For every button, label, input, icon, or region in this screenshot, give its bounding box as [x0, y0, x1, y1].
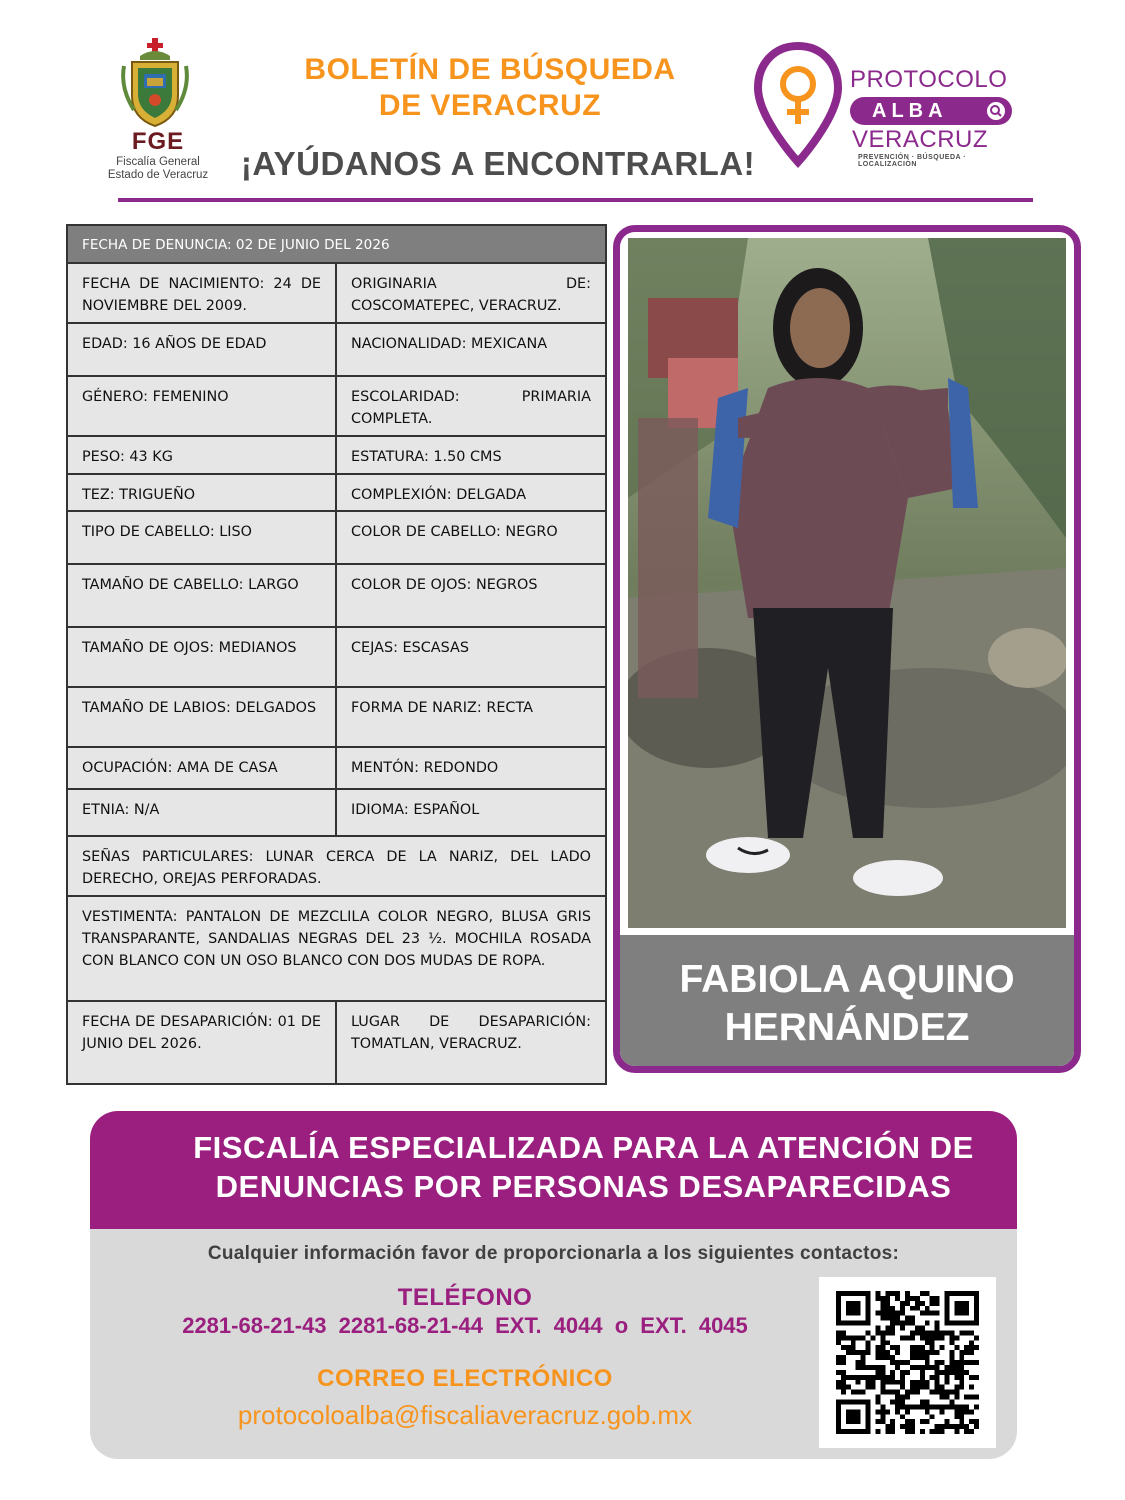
- nationality: NACIONALIDAD: MEXICANA: [336, 323, 606, 376]
- table-row: [67, 789, 606, 836]
- coat-of-arms-icon: [120, 38, 190, 128]
- bulletin-title: [240, 52, 740, 124]
- alba-pill: [850, 97, 1012, 125]
- build: COMPLEXIÓN: DELGADA: [336, 474, 606, 511]
- distinguishing-marks: SEÑAS PARTICULARES: LUNAR CERCA DE LA NARIZ, DEL LADO DERECHO, OREJAS PERFORADAS.: [67, 836, 606, 896]
- height: ESTATURA: 1.50 CMS: [336, 436, 606, 474]
- table-row: [67, 263, 606, 323]
- table-row: [67, 836, 606, 896]
- disappearance-date: FECHA DE DESAPARICIÓN: 01 DE JUNIO DEL 2026.: [67, 1001, 336, 1084]
- missing-person-info-table: [66, 224, 607, 1085]
- table-row: [67, 376, 606, 436]
- contact-panel: [90, 1229, 1017, 1459]
- prosecutor-office-banner: [90, 1111, 1017, 1229]
- help-find-heading: ¡AYÚDANOS A ENCONTRARLA!: [240, 145, 756, 182]
- alba-word: ALBA: [872, 100, 948, 122]
- clothing: VESTIMENTA: PANTALON DE MEZCLILA COLOR NEGRO, BLUSA GRIS TRANSPARANTE, SANDALIAS NEGRAS DEL 23 ½. MOCHILA ROSADA CON BLANCO CON UN OSO BLANCO CON DOS MUDAS DE ROPA.: [67, 896, 606, 1001]
- eye-size: TAMAÑO DE OJOS: MEDIANOS: [67, 627, 336, 687]
- complexion-tone: TEZ: TRIGUEÑO: [67, 474, 336, 511]
- phone-numbers[interactable]: 2281-68-21-43 2281-68-21-44 EXT. 4044 o EXT. 4045: [182, 1313, 748, 1338]
- origin: ORIGINARIA DE: COSCOMATEPEC, VERACRUZ.: [336, 263, 606, 323]
- phone-heading: TELÉFONO: [397, 1284, 533, 1311]
- fge-name-line2: Estado de Veracruz: [107, 169, 209, 181]
- disappearance-place: LUGAR DE DESAPARICIÓN: TOMATLAN, VERACRUZ.: [336, 1001, 606, 1084]
- bulletin-title-line1: BOLETÍN DE BÚSQUEDA: [304, 53, 676, 86]
- fge-logo: [98, 38, 218, 188]
- alba-protocolo-text: PROTOCOLO: [850, 66, 1008, 93]
- fge-name-line1: Fiscalía General: [116, 156, 200, 168]
- table-row: [67, 896, 606, 1001]
- contact-lead-text: Cualquier información favor de proporcionarla a los siguientes contactos:: [207, 1243, 900, 1264]
- eye-color: COLOR DE OJOS: NEGROS: [336, 564, 606, 627]
- table-row: [67, 225, 606, 263]
- table-row: [67, 687, 606, 747]
- protocolo-alba-logo: [752, 42, 1022, 172]
- chin: MENTÓN: REDONDO: [336, 747, 606, 789]
- nose-shape: FORMA DE NARIZ: RECTA: [336, 687, 606, 747]
- occupation: OCUPACIÓN: AMA DE CASA: [67, 747, 336, 789]
- table-row: [67, 747, 606, 789]
- missing-person-photo: [628, 238, 1066, 928]
- table-row: [67, 474, 606, 511]
- photo-card: [613, 225, 1081, 1073]
- table-row: [67, 323, 606, 376]
- alba-tagline: PREVENCIÓN · BÚSQUEDA · LOCALIZACIÓN: [858, 154, 967, 168]
- report-date: FECHA DE DENUNCIA: 02 DE JUNIO DEL 2026: [67, 225, 606, 263]
- table-row: [67, 1001, 606, 1084]
- gender: GÉNERO: FEMENINO: [67, 376, 336, 436]
- table-row: [67, 511, 606, 564]
- table-row: [67, 627, 606, 687]
- banner-line2: DENUNCIAS POR PERSONAS DESAPARECIDAS: [215, 1169, 952, 1204]
- eyebrows: CEJAS: ESCASAS: [336, 627, 606, 687]
- person-name-box: [620, 935, 1074, 1066]
- search-icon: [986, 101, 1006, 121]
- female-symbol-icon: [783, 69, 813, 124]
- header-divider: [118, 198, 1033, 202]
- qr-code[interactable]: [819, 1277, 996, 1448]
- language: IDIOMA: ESPAÑOL: [336, 789, 606, 836]
- birth-date: FECHA DE NACIMIENTO: 24 DE NOVIEMBRE DEL 2009.: [67, 263, 336, 323]
- hair-type: TIPO DE CABELLO: LISO: [67, 511, 336, 564]
- lip-size: TAMAÑO DE LABIOS: DELGADOS: [67, 687, 336, 747]
- person-name-line2: HERNÁNDEZ: [724, 1006, 970, 1049]
- age: EDAD: 16 AÑOS DE EDAD: [67, 323, 336, 376]
- alba-veracruz-text: VERACRUZ: [852, 126, 989, 153]
- hair-color: COLOR DE CABELLO: NEGRO: [336, 511, 606, 564]
- ethnicity: ETNIA: N/A: [67, 789, 336, 836]
- banner-line1: FISCALÍA ESPECIALIZADA PARA LA ATENCIÓN DE: [193, 1130, 974, 1165]
- person-name-line1: FABIOLA AQUINO: [679, 958, 1015, 1001]
- weight: PESO: 43 KG: [67, 436, 336, 474]
- schooling: ESCOLARIDAD: PRIMARIA COMPLETA.: [336, 376, 606, 436]
- fge-full-name: [98, 156, 218, 182]
- email-address[interactable]: protocoloalba@fiscaliaveracruz.gob.mx: [237, 1400, 693, 1430]
- table-row: [67, 564, 606, 627]
- fge-abbreviation: FGE: [131, 128, 185, 155]
- email-heading: CORREO ELECTRÓNICO: [317, 1365, 613, 1392]
- qr-code-icon: [833, 1291, 982, 1434]
- table-row: [67, 436, 606, 474]
- bulletin-title-line2: DE VERACRUZ: [378, 89, 602, 122]
- location-pin-icon: [752, 42, 844, 170]
- hair-length: TAMAÑO DE CABELLO: LARGO: [67, 564, 336, 627]
